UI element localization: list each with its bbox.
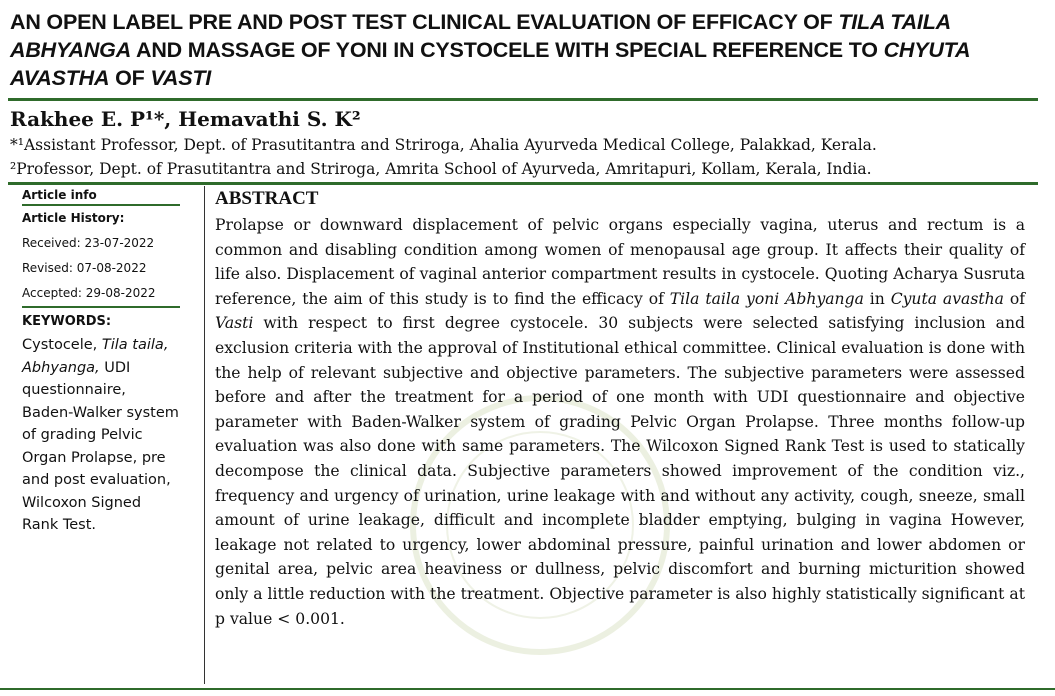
article-info-column [22, 186, 180, 537]
affiliation-2: ²Professor, Dept. of Prasutitantra and Striroga, Amrita School of Ayurveda, Amritapuri, Kollam, Kerala, India. [10, 160, 872, 178]
title-italic-3: VASTI [150, 66, 212, 90]
keywords-list: Cystocele, Tila taila, Abhyanga, UDI questionnaire, Baden-Walker system of grading Pelvic Organ Prolapse, pre and post evaluation, Wilcoxon Signed Rank Test. [22, 337, 179, 533]
paper-title [10, 8, 1040, 92]
revised-date: Revised: 07-08-2022 [22, 261, 147, 275]
affiliation-1: *¹Assistant Professor, Dept. of Prasutitantra and Striroga, Ahalia Ayurveda Medical College, Palakkad, Kerala. [10, 136, 877, 154]
abstract-heading: ABSTRACT [215, 188, 319, 209]
received-date: Received: 23-07-2022 [22, 236, 155, 250]
title-text-2: AND MASSAGE OF YONI IN CYSTOCELE WITH SPECIAL REFERENCE TO [131, 38, 884, 62]
abstract-body: Prolapse or downward displacement of pelvic organs especially vagina, uterus and rectum is a common and disabling condition among women of menopausal age group. It affects their quality of life also. Displacement of vaginal anterior compartment results in cystocele. Quoting Acharya Susruta reference, the aim of this study is to find the efficacy of Tila taila yoni Abhyanga in Cyuta avastha of Vasti with respect to first degree cystocele. 30 subjects were selected satisfying inclusion and exclusion criteria with the approval of Institutional ethical committee. Clinical evaluation is done with the help of relevant subjective and objective parameters. The subjective parameters were assessed before and after the treatment for a period of one month with UDI questionnaire and objective parameter with Baden-Walker system of grading Pelvic Organ Prolapse. Three months follow-up evaluation was also done with same parameters. The Wilcoxon Signed Rank Test is used to statically decompose the clinical data. Subjective parameters showed improvement of the condition viz., frequency and urgency of urination, urine leakage with and without any activity, cough, sneeze, small amount of urine leakage, difficult and incomplete bladder emptying, bulging in vagina However, leakage not related to urgency, lower abdominal pressure, painful urination and lower abdomen or genital area, pelvic area heaviness or dullness, pelvic discomfort and burning micturition showed only a little reduction with the treatment. Objective parameter is also highly statistically significant at p value < 0.001. [215, 216, 1025, 628]
title-text-1: AN OPEN LABEL PRE AND POST TEST CLINICAL EVALUATION OF EFFICACY OF [10, 10, 839, 34]
header-rule [8, 182, 1038, 185]
title-italic-1: TILA TAILA ABHYANGA [10, 10, 951, 62]
title-italic-2: CHYUTA AVASTHA [10, 38, 970, 90]
article-info-heading: Article info [22, 188, 97, 202]
footer-rule [0, 688, 1055, 690]
keywords-divider [22, 306, 180, 308]
authors: Rakhee E. P¹*, Hemavathi S. K² [10, 107, 361, 131]
article-history-label: Article History: [22, 211, 125, 225]
accepted-date: Accepted: 29-08-2022 [22, 286, 156, 300]
title-text-3: OF [109, 66, 151, 90]
keywords-heading: KEYWORDS: [22, 314, 112, 329]
column-divider [204, 186, 205, 684]
title-rule [8, 98, 1038, 101]
